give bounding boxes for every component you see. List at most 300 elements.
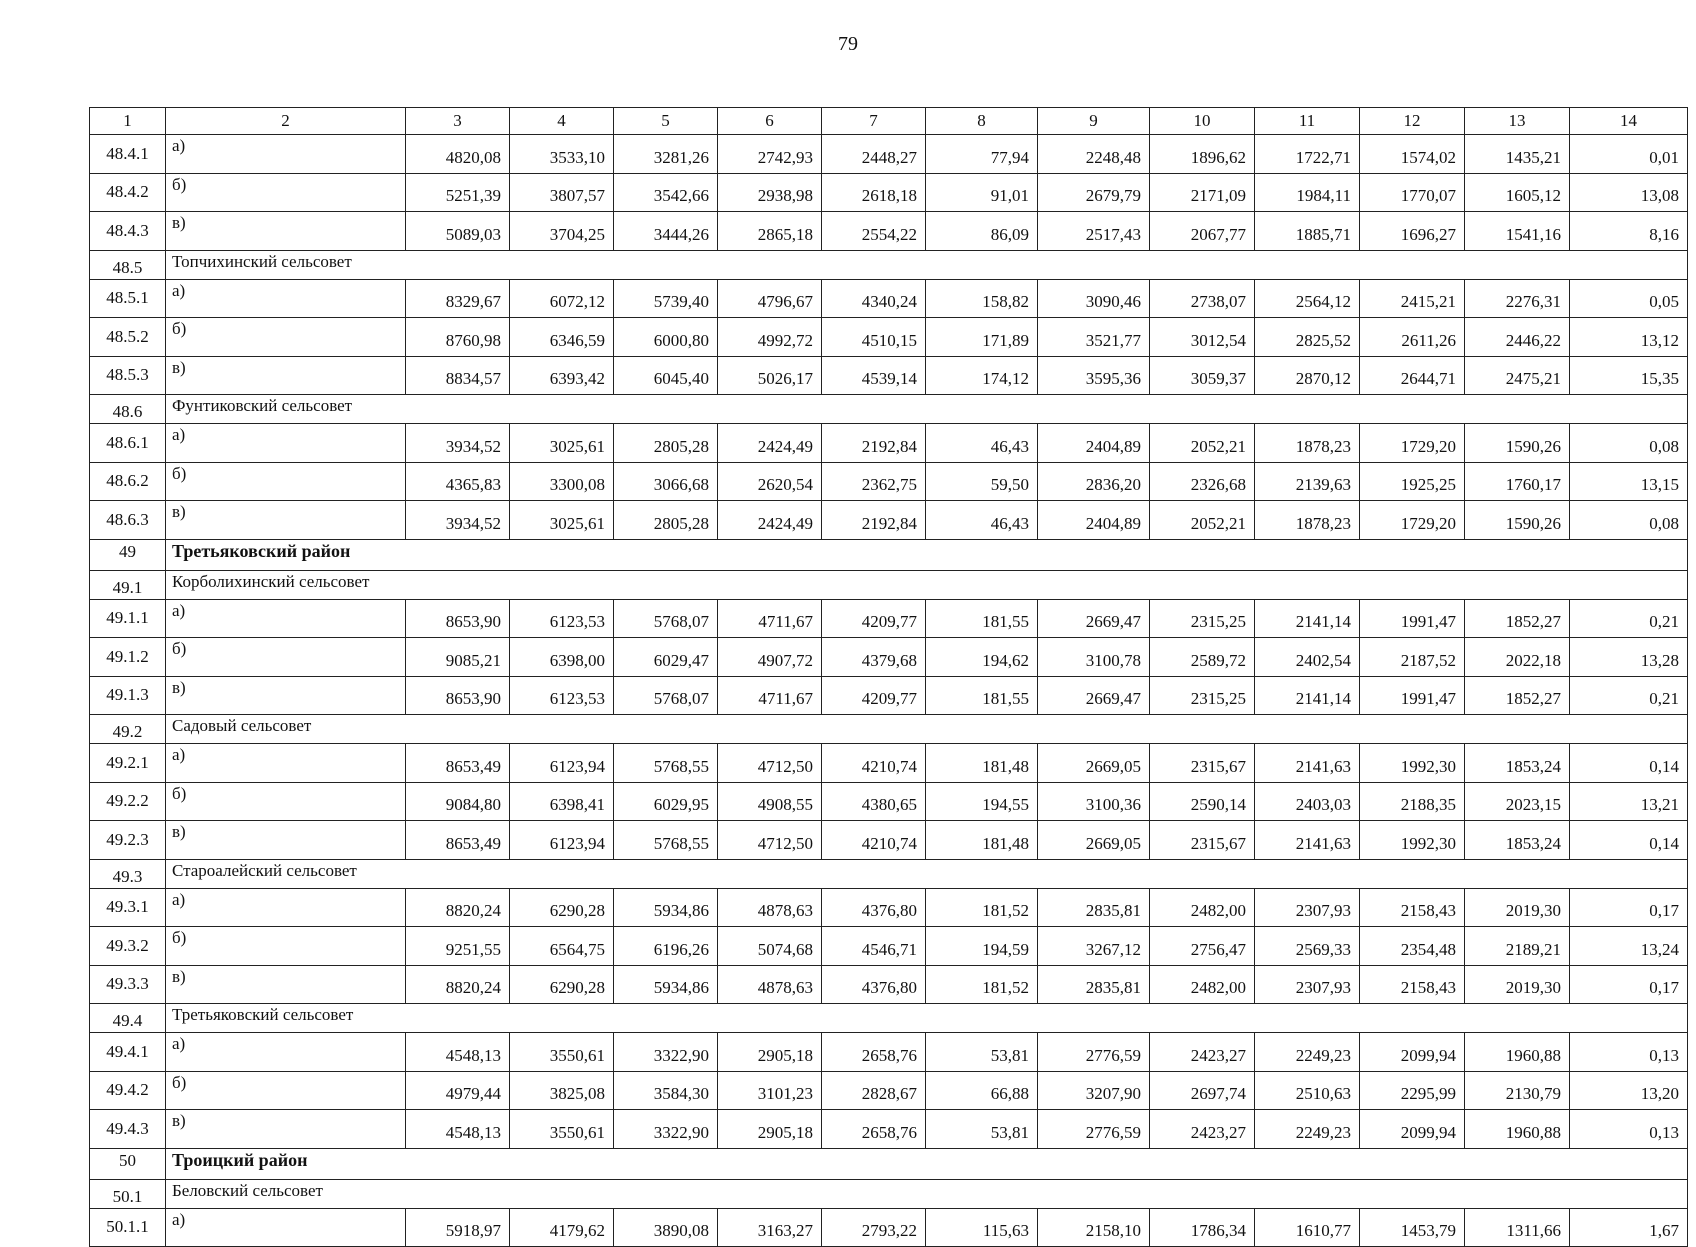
value-cell: 194,55 xyxy=(926,782,1038,821)
value-cell: 2188,35 xyxy=(1360,782,1465,821)
section-row xyxy=(90,570,1688,599)
value-cell: 181,48 xyxy=(926,821,1038,860)
value-cell: 6072,12 xyxy=(510,279,614,318)
value-cell: 2023,15 xyxy=(1465,782,1570,821)
table-row xyxy=(90,356,1688,395)
value-cell: 3521,77 xyxy=(1038,318,1150,357)
table-row xyxy=(90,965,1688,1004)
district-row xyxy=(90,539,1688,570)
value-cell: 2475,21 xyxy=(1465,356,1570,395)
value-cell: 8760,98 xyxy=(406,318,510,357)
value-cell: 2835,81 xyxy=(1038,888,1150,927)
value-cell: 2187,52 xyxy=(1360,638,1465,677)
value-cell: 3825,08 xyxy=(510,1071,614,1110)
value-cell: 171,89 xyxy=(926,318,1038,357)
value-cell: 3025,61 xyxy=(510,501,614,540)
value-cell: 5934,86 xyxy=(614,888,718,927)
value-cell: 3533,10 xyxy=(510,135,614,174)
value-cell: 1574,02 xyxy=(1360,135,1465,174)
row-label: а) xyxy=(166,279,406,318)
row-code: 49.4.3 xyxy=(90,1110,166,1149)
table-row xyxy=(90,318,1688,357)
row-code: 49.2.1 xyxy=(90,744,166,783)
value-cell: 9084,80 xyxy=(406,782,510,821)
value-cell: 1853,24 xyxy=(1465,821,1570,860)
value-cell: 2742,93 xyxy=(718,135,822,174)
value-cell: 8,16 xyxy=(1570,212,1688,251)
section-row xyxy=(90,1004,1688,1033)
value-cell: 1696,27 xyxy=(1360,212,1465,251)
row-code: 48.4.3 xyxy=(90,212,166,251)
value-cell: 2620,54 xyxy=(718,462,822,501)
value-cell: 181,55 xyxy=(926,676,1038,715)
value-cell: 3934,52 xyxy=(406,501,510,540)
value-cell: 2554,22 xyxy=(822,212,926,251)
value-cell: 2793,22 xyxy=(822,1208,926,1247)
value-cell: 2835,81 xyxy=(1038,965,1150,1004)
value-cell: 2618,18 xyxy=(822,173,926,212)
row-label: б) xyxy=(166,462,406,501)
row-label: в) xyxy=(166,1110,406,1149)
value-cell: 181,52 xyxy=(926,965,1038,1004)
value-cell: 2019,30 xyxy=(1465,965,1570,1004)
value-cell: 2315,67 xyxy=(1150,821,1255,860)
value-cell: 59,50 xyxy=(926,462,1038,501)
table-row xyxy=(90,1071,1688,1110)
value-cell: 4908,55 xyxy=(718,782,822,821)
value-cell: 6029,47 xyxy=(614,638,718,677)
value-cell: 66,88 xyxy=(926,1071,1038,1110)
value-cell: 2171,09 xyxy=(1150,173,1255,212)
value-cell: 2482,00 xyxy=(1150,888,1255,927)
value-cell: 1878,23 xyxy=(1255,424,1360,463)
section-name: Фунтиковский сельсовет xyxy=(166,395,1688,424)
value-cell: 6398,00 xyxy=(510,638,614,677)
header-cell: 4 xyxy=(510,108,614,135)
value-cell: 5739,40 xyxy=(614,279,718,318)
header-cell: 12 xyxy=(1360,108,1465,135)
value-cell: 5089,03 xyxy=(406,212,510,251)
header-cell: 1 xyxy=(90,108,166,135)
value-cell: 2424,49 xyxy=(718,501,822,540)
section-name: Беловский сельсовет xyxy=(166,1179,1688,1208)
value-cell: 2865,18 xyxy=(718,212,822,251)
value-cell: 2658,76 xyxy=(822,1033,926,1072)
value-cell: 2589,72 xyxy=(1150,638,1255,677)
row-label: в) xyxy=(166,356,406,395)
page-number: 79 xyxy=(838,33,858,55)
value-cell: 2448,27 xyxy=(822,135,926,174)
value-cell: 3066,68 xyxy=(614,462,718,501)
value-cell: 1453,79 xyxy=(1360,1208,1465,1247)
value-cell: 4992,72 xyxy=(718,318,822,357)
row-code: 48.6 xyxy=(90,395,166,424)
table-body xyxy=(90,108,1688,1247)
value-cell: 1610,77 xyxy=(1255,1208,1360,1247)
value-cell: 2658,76 xyxy=(822,1110,926,1149)
value-cell: 5918,97 xyxy=(406,1208,510,1247)
value-cell: 181,52 xyxy=(926,888,1038,927)
value-cell: 13,08 xyxy=(1570,173,1688,212)
value-cell: 1760,17 xyxy=(1465,462,1570,501)
value-cell: 2192,84 xyxy=(822,501,926,540)
value-cell: 0,13 xyxy=(1570,1033,1688,1072)
value-cell: 3807,57 xyxy=(510,173,614,212)
value-cell: 4711,67 xyxy=(718,676,822,715)
value-cell: 2354,48 xyxy=(1360,927,1465,966)
value-cell: 2679,79 xyxy=(1038,173,1150,212)
value-cell: 1984,11 xyxy=(1255,173,1360,212)
row-code: 48.5.1 xyxy=(90,279,166,318)
table-row xyxy=(90,1110,1688,1149)
value-cell: 4179,62 xyxy=(510,1208,614,1247)
value-cell: 6123,53 xyxy=(510,676,614,715)
value-cell: 0,14 xyxy=(1570,744,1688,783)
value-cell: 1852,27 xyxy=(1465,676,1570,715)
value-cell: 3322,90 xyxy=(614,1033,718,1072)
table-row xyxy=(90,462,1688,501)
value-cell: 4510,15 xyxy=(822,318,926,357)
value-cell: 2669,05 xyxy=(1038,744,1150,783)
value-cell: 6290,28 xyxy=(510,965,614,1004)
value-cell: 2139,63 xyxy=(1255,462,1360,501)
value-cell: 3025,61 xyxy=(510,424,614,463)
value-cell: 4712,50 xyxy=(718,744,822,783)
value-cell: 3059,37 xyxy=(1150,356,1255,395)
value-cell: 2805,28 xyxy=(614,501,718,540)
value-cell: 6045,40 xyxy=(614,356,718,395)
value-cell: 2905,18 xyxy=(718,1110,822,1149)
value-cell: 4379,68 xyxy=(822,638,926,677)
value-cell: 1992,30 xyxy=(1360,821,1465,860)
value-cell: 3550,61 xyxy=(510,1110,614,1149)
row-label: а) xyxy=(166,424,406,463)
value-cell: 2590,14 xyxy=(1150,782,1255,821)
value-cell: 4210,74 xyxy=(822,821,926,860)
section-row xyxy=(90,715,1688,744)
value-cell: 86,09 xyxy=(926,212,1038,251)
row-code: 49.2.2 xyxy=(90,782,166,821)
value-cell: 2141,63 xyxy=(1255,821,1360,860)
value-cell: 4365,83 xyxy=(406,462,510,501)
value-cell: 8653,90 xyxy=(406,676,510,715)
value-cell: 6393,42 xyxy=(510,356,614,395)
district-name: Третьяковский район xyxy=(166,539,1688,570)
value-cell: 0,17 xyxy=(1570,965,1688,1004)
value-cell: 0,08 xyxy=(1570,501,1688,540)
value-cell: 8653,90 xyxy=(406,599,510,638)
header-cell: 8 xyxy=(926,108,1038,135)
value-cell: 4979,44 xyxy=(406,1071,510,1110)
value-cell: 1885,71 xyxy=(1255,212,1360,251)
value-cell: 2295,99 xyxy=(1360,1071,1465,1110)
row-label: а) xyxy=(166,1033,406,1072)
row-code: 48.5.3 xyxy=(90,356,166,395)
value-cell: 6398,41 xyxy=(510,782,614,821)
header-cell: 3 xyxy=(406,108,510,135)
section-name: Третьяковский сельсовет xyxy=(166,1004,1688,1033)
value-cell: 4548,13 xyxy=(406,1110,510,1149)
row-code: 49.4.1 xyxy=(90,1033,166,1072)
value-cell: 3207,90 xyxy=(1038,1071,1150,1110)
value-cell: 2402,54 xyxy=(1255,638,1360,677)
value-cell: 2099,94 xyxy=(1360,1033,1465,1072)
value-cell: 5768,55 xyxy=(614,744,718,783)
value-cell: 4340,24 xyxy=(822,279,926,318)
value-cell: 2569,33 xyxy=(1255,927,1360,966)
row-code: 49.1.3 xyxy=(90,676,166,715)
value-cell: 8653,49 xyxy=(406,744,510,783)
value-cell: 1590,26 xyxy=(1465,501,1570,540)
value-cell: 2870,12 xyxy=(1255,356,1360,395)
value-cell: 1311,66 xyxy=(1465,1208,1570,1247)
row-code: 48.4.1 xyxy=(90,135,166,174)
row-code: 49.2 xyxy=(90,715,166,744)
value-cell: 4376,80 xyxy=(822,965,926,1004)
row-code: 49.2.3 xyxy=(90,821,166,860)
header-cell: 6 xyxy=(718,108,822,135)
value-cell: 2517,43 xyxy=(1038,212,1150,251)
value-cell: 2805,28 xyxy=(614,424,718,463)
value-cell: 2828,67 xyxy=(822,1071,926,1110)
row-code: 49.3.3 xyxy=(90,965,166,1004)
value-cell: 4878,63 xyxy=(718,965,822,1004)
value-cell: 2564,12 xyxy=(1255,279,1360,318)
value-cell: 2019,30 xyxy=(1465,888,1570,927)
table-row xyxy=(90,888,1688,927)
value-cell: 194,62 xyxy=(926,638,1038,677)
value-cell: 5768,07 xyxy=(614,599,718,638)
value-cell: 2326,68 xyxy=(1150,462,1255,501)
row-code: 49.3.1 xyxy=(90,888,166,927)
value-cell: 3300,08 xyxy=(510,462,614,501)
value-cell: 1729,20 xyxy=(1360,424,1465,463)
row-code: 50.1.1 xyxy=(90,1208,166,1247)
district-row xyxy=(90,1148,1688,1179)
value-cell: 3101,23 xyxy=(718,1071,822,1110)
value-cell: 1722,71 xyxy=(1255,135,1360,174)
row-code: 50.1 xyxy=(90,1179,166,1208)
row-code: 48.6.2 xyxy=(90,462,166,501)
value-cell: 1590,26 xyxy=(1465,424,1570,463)
value-cell: 0,01 xyxy=(1570,135,1688,174)
row-label: в) xyxy=(166,965,406,1004)
value-cell: 8820,24 xyxy=(406,888,510,927)
row-label: б) xyxy=(166,318,406,357)
value-cell: 2403,03 xyxy=(1255,782,1360,821)
value-cell: 2307,93 xyxy=(1255,965,1360,1004)
value-cell: 174,12 xyxy=(926,356,1038,395)
header-cell: 7 xyxy=(822,108,926,135)
value-cell: 3281,26 xyxy=(614,135,718,174)
value-cell: 1729,20 xyxy=(1360,501,1465,540)
value-cell: 2446,22 xyxy=(1465,318,1570,357)
value-cell: 46,43 xyxy=(926,501,1038,540)
header-cell: 11 xyxy=(1255,108,1360,135)
value-cell: 5026,17 xyxy=(718,356,822,395)
header-cell: 5 xyxy=(614,108,718,135)
section-row xyxy=(90,859,1688,888)
value-cell: 6123,94 xyxy=(510,821,614,860)
value-cell: 1992,30 xyxy=(1360,744,1465,783)
value-cell: 2482,00 xyxy=(1150,965,1255,1004)
value-cell: 2141,63 xyxy=(1255,744,1360,783)
value-cell: 2611,26 xyxy=(1360,318,1465,357)
row-code: 48.5 xyxy=(90,250,166,279)
value-cell: 1896,62 xyxy=(1150,135,1255,174)
value-cell: 6029,95 xyxy=(614,782,718,821)
value-cell: 2315,25 xyxy=(1150,599,1255,638)
value-cell: 5251,39 xyxy=(406,173,510,212)
value-cell: 2130,79 xyxy=(1465,1071,1570,1110)
value-cell: 1960,88 xyxy=(1465,1033,1570,1072)
value-cell: 2423,27 xyxy=(1150,1110,1255,1149)
row-code: 48.6.1 xyxy=(90,424,166,463)
row-code: 49.3 xyxy=(90,859,166,888)
value-cell: 1,67 xyxy=(1570,1208,1688,1247)
value-cell: 46,43 xyxy=(926,424,1038,463)
value-cell: 5934,86 xyxy=(614,965,718,1004)
value-cell: 2905,18 xyxy=(718,1033,822,1072)
header-cell: 9 xyxy=(1038,108,1150,135)
value-cell: 2248,48 xyxy=(1038,135,1150,174)
value-cell: 2669,47 xyxy=(1038,599,1150,638)
value-cell: 3542,66 xyxy=(614,173,718,212)
value-cell: 4548,13 xyxy=(406,1033,510,1072)
value-cell: 2276,31 xyxy=(1465,279,1570,318)
value-cell: 181,48 xyxy=(926,744,1038,783)
value-cell: 0,13 xyxy=(1570,1110,1688,1149)
value-cell: 0,21 xyxy=(1570,599,1688,638)
header-cell: 14 xyxy=(1570,108,1688,135)
table-row xyxy=(90,676,1688,715)
value-cell: 4546,71 xyxy=(822,927,926,966)
section-name: Староалейский сельсовет xyxy=(166,859,1688,888)
value-cell: 3100,78 xyxy=(1038,638,1150,677)
value-cell: 6564,75 xyxy=(510,927,614,966)
value-cell: 2362,75 xyxy=(822,462,926,501)
row-label: а) xyxy=(166,888,406,927)
row-label: в) xyxy=(166,212,406,251)
value-cell: 15,35 xyxy=(1570,356,1688,395)
value-cell: 4380,65 xyxy=(822,782,926,821)
value-cell: 2423,27 xyxy=(1150,1033,1255,1072)
value-cell: 2404,89 xyxy=(1038,501,1150,540)
value-cell: 2836,20 xyxy=(1038,462,1150,501)
value-cell: 2697,74 xyxy=(1150,1071,1255,1110)
value-cell: 6000,80 xyxy=(614,318,718,357)
row-label: б) xyxy=(166,927,406,966)
value-cell: 2415,21 xyxy=(1360,279,1465,318)
table-row xyxy=(90,135,1688,174)
value-cell: 2067,77 xyxy=(1150,212,1255,251)
value-cell: 2189,21 xyxy=(1465,927,1570,966)
value-cell: 1435,21 xyxy=(1465,135,1570,174)
value-cell: 3704,25 xyxy=(510,212,614,251)
value-cell: 2307,93 xyxy=(1255,888,1360,927)
row-code: 48.4.2 xyxy=(90,173,166,212)
row-code: 49 xyxy=(90,539,166,570)
row-label: б) xyxy=(166,638,406,677)
value-cell: 3163,27 xyxy=(718,1208,822,1247)
value-cell: 1541,16 xyxy=(1465,212,1570,251)
value-cell: 0,21 xyxy=(1570,676,1688,715)
table-row xyxy=(90,782,1688,821)
row-label: б) xyxy=(166,782,406,821)
section-name: Корболихинский сельсовет xyxy=(166,570,1688,599)
value-cell: 3012,54 xyxy=(1150,318,1255,357)
row-label: в) xyxy=(166,501,406,540)
section-row xyxy=(90,395,1688,424)
value-cell: 3444,26 xyxy=(614,212,718,251)
value-cell: 2249,23 xyxy=(1255,1033,1360,1072)
value-cell: 3550,61 xyxy=(510,1033,614,1072)
value-cell: 9085,21 xyxy=(406,638,510,677)
value-cell: 2756,47 xyxy=(1150,927,1255,966)
row-code: 49.1 xyxy=(90,570,166,599)
value-cell: 2192,84 xyxy=(822,424,926,463)
value-cell: 2052,21 xyxy=(1150,501,1255,540)
table-row xyxy=(90,821,1688,860)
row-code: 48.5.2 xyxy=(90,318,166,357)
value-cell: 2158,43 xyxy=(1360,965,1465,1004)
table-row xyxy=(90,1208,1688,1247)
value-cell: 1852,27 xyxy=(1465,599,1570,638)
value-cell: 6123,94 xyxy=(510,744,614,783)
value-cell: 158,82 xyxy=(926,279,1038,318)
value-cell: 8834,57 xyxy=(406,356,510,395)
value-cell: 2315,67 xyxy=(1150,744,1255,783)
value-cell: 6196,26 xyxy=(614,927,718,966)
value-cell: 4796,67 xyxy=(718,279,822,318)
value-cell: 2315,25 xyxy=(1150,676,1255,715)
value-cell: 13,20 xyxy=(1570,1071,1688,1110)
value-cell: 1853,24 xyxy=(1465,744,1570,783)
value-cell: 2141,14 xyxy=(1255,676,1360,715)
value-cell: 181,55 xyxy=(926,599,1038,638)
data-table xyxy=(89,107,1688,1247)
value-cell: 6346,59 xyxy=(510,318,614,357)
value-cell: 3595,36 xyxy=(1038,356,1150,395)
header-row xyxy=(90,108,1688,135)
value-cell: 1960,88 xyxy=(1465,1110,1570,1149)
value-cell: 2825,52 xyxy=(1255,318,1360,357)
table-row xyxy=(90,424,1688,463)
table-row xyxy=(90,173,1688,212)
value-cell: 2158,10 xyxy=(1038,1208,1150,1247)
row-label: в) xyxy=(166,676,406,715)
value-cell: 91,01 xyxy=(926,173,1038,212)
value-cell: 2099,94 xyxy=(1360,1110,1465,1149)
value-cell: 4878,63 xyxy=(718,888,822,927)
section-name: Садовый сельсовет xyxy=(166,715,1688,744)
value-cell: 4712,50 xyxy=(718,821,822,860)
value-cell: 2249,23 xyxy=(1255,1110,1360,1149)
value-cell: 53,81 xyxy=(926,1033,1038,1072)
value-cell: 2669,05 xyxy=(1038,821,1150,860)
value-cell: 0,08 xyxy=(1570,424,1688,463)
row-label: а) xyxy=(166,1208,406,1247)
value-cell: 4711,67 xyxy=(718,599,822,638)
value-cell: 9251,55 xyxy=(406,927,510,966)
value-cell: 8329,67 xyxy=(406,279,510,318)
table-row xyxy=(90,501,1688,540)
table-row xyxy=(90,599,1688,638)
row-label: б) xyxy=(166,1071,406,1110)
value-cell: 2052,21 xyxy=(1150,424,1255,463)
value-cell: 2158,43 xyxy=(1360,888,1465,927)
value-cell: 1925,25 xyxy=(1360,462,1465,501)
